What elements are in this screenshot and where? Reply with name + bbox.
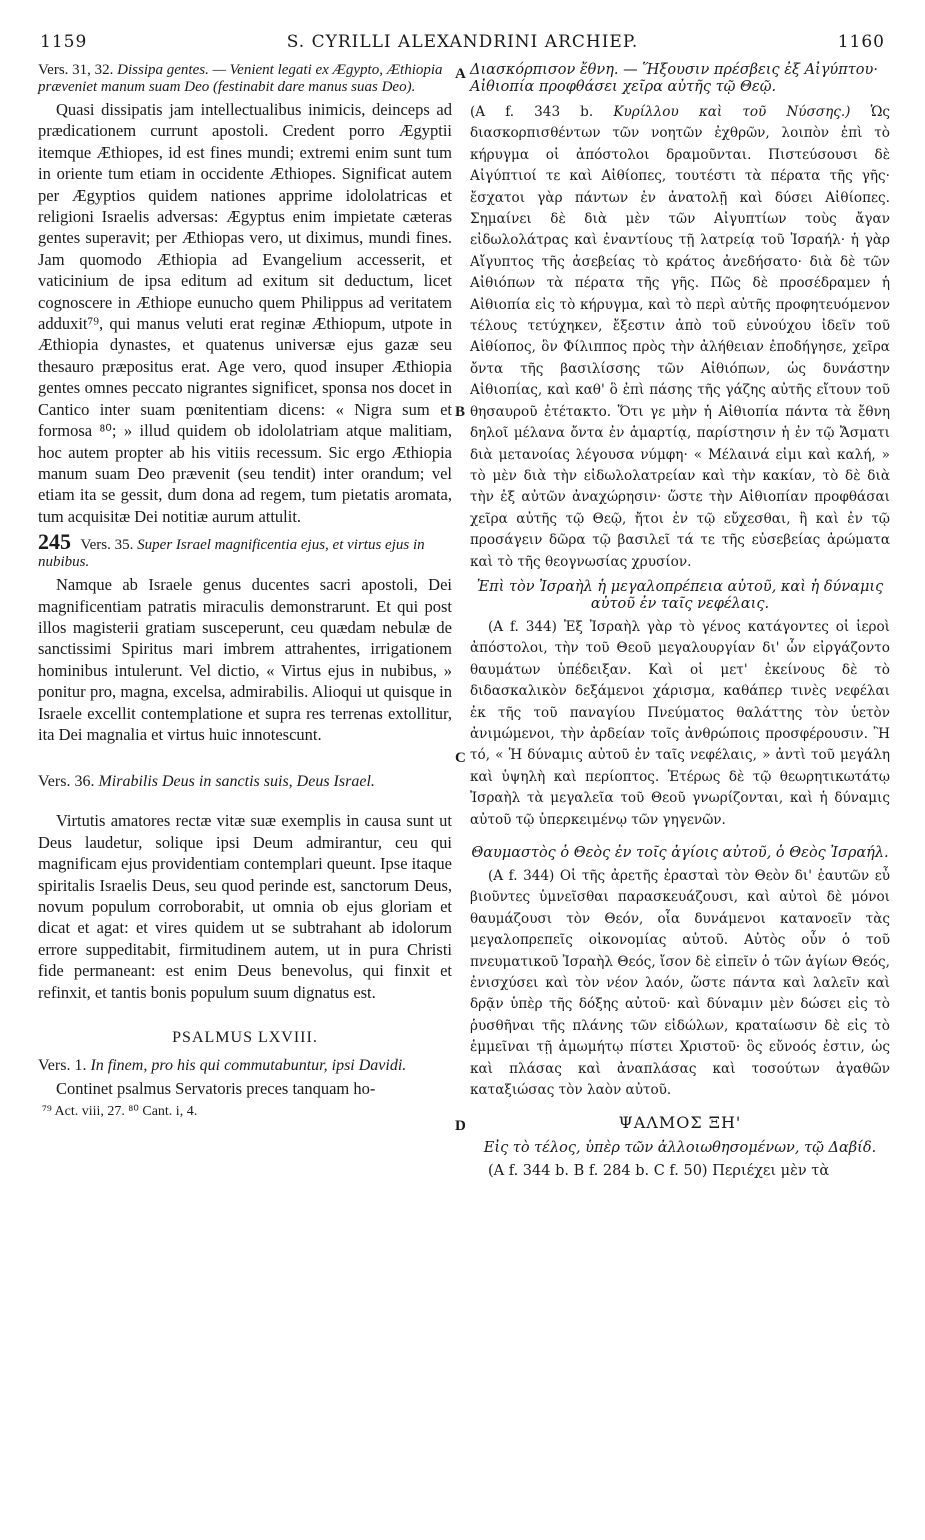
latin-verse-31 xyxy=(38,62,452,96)
latin-paragraph-4: Continet psalmus Servatoris preces tanquam ho- xyxy=(56,1079,376,1099)
margin-mark-a: A xyxy=(455,66,466,82)
greek-column xyxy=(470,62,890,1183)
latin-psalm-title: PSALMUS LXVIII. xyxy=(172,1029,318,1047)
latin-verse-35 xyxy=(38,529,452,571)
latin-verse-36 xyxy=(38,773,452,790)
latin-column xyxy=(38,62,452,1121)
paragraph-text: Ὡς διασκορπισθέντων τῶν νοητῶν ἐχθρῶν, λοιπὸν ἐπὶ τὸ κήρυγμα οἱ ἀπόστολοι δραμοῦνται. Πιστεύσουσι δὲ Αἰγύπτιοί τε καὶ Αἰθίοπες, τουτέστι τὰ πέρατα τῆς γῆς· ἔσχατοι γὰρ πάντων ἐν ἀνατολῇ καὶ δύσει Αἰθίοπες. Σημαίνει δὲ διὰ μὲν τῶν Αἰγυπτίων τοὺς ἄγαν εἰδωλολάτρας καὶ ἐναντίους τῇ λατρείᾳ τοῦ Ἰσραήλ· ἡ γὰρ Αἴγυπτος τῆς ἀσεβείας τὸ κράτος ἀνεδήσατο· διὰ δὲ τῶν Αἰθιόπων τὰ πέρατα τῆς γῆς. Πῶς δὲ προσέδραμεν ἡ Αἰθιοπία εἰς τὸ κήρυγμα, καὶ τὸ περὶ αὐτῆς προφητευόμενον τέλους τετύχηκεν, ἔξεστιν ἀπὸ τοῦ εὐνούχου ἰδεῖν τοῦ Αἰθίοπος, ὃν Φίλιππος πρὸς τὴν ἀλήθειαν ἐποδήγησε, χεῖρα ὄντα τῆς βασιλίσσης τῶν Αἰθιόπων, ὡς δυνάστην Αἰθιοπίας, καὶ καθ' ὃ ἐπὶ πάσης τῆς γάζης αὐτῆς εἴτουν τοῦ θησαυροῦ ἐτέτακτο. Ὅτι γε μὴν ἡ Αἰθιοπία πάντα τὰ ἔθνη δηλοῖ μέλανα ὄντα ἐν ἁμαρτίᾳ, παρίστησιν ἡ ἐν τῷ Ἄσματι διὰ μετανοίας λέγουσα νύμφη· « Μέλαινά εἰμι καὶ καλή, » τὸ μὲν διὰ τὴν εἰδωλολατρείαν καὶ τὴν κακίαν, τὸ δὲ διὰ τὴν ἐξ αὐτῶν ἀναχώρησιν· ὥστε τὴν Αἰθιοπίαν προφθάσαι χεῖρα αὐτῆς τῷ Θεῷ, ἤτοι ἐν τῷ εὔχεσθαι, ἢ καὶ ἐν τῷ προσάγειν δῶρα τῷ βασιλεῖ τά τε τῆς εὐσεβείας ἀρώματα καὶ τὸ τῆς θεογνωσίας χρυσίον. xyxy=(470,104,891,570)
greek-verse-35: Ἐπὶ τὸν Ἰσραὴλ ἡ μεγαλοπρέπεια αὐτοῦ, καὶ ἡ δύναμις αὐτοῦ ἐν ταῖς νεφέλαις. xyxy=(476,578,884,612)
page-number-left: 1159 xyxy=(40,32,88,52)
verse-label: Vers. 1. xyxy=(38,1057,87,1075)
greek-paragraph-3: (A f. 344) Οἱ τῆς ἀρετῆς ἐρασταὶ τὸν Θεὸν δι' ἑαυτῶν εὖ βιοῦντες ὑμνεῖσθαι παρασκευάζουσι, καὶ αὐτοὶ δὲ μόνοι θαυμάζουσι τὸν Θεόν, οἷα δυνάμενοι κατανοεῖν τὰς μεγαλοπρεπεῖς οἰκονομίας αὐτοῦ. Αὐτὸς οὖν ὁ τοῦ πνευματικοῦ Ἰσραὴλ Θεός, ἴσον δὲ εἰπεῖν ὁ τῶν ἁγίων Θεός, ἐνισχύσει καὶ τὸν νέον λαόν, ὥστε πάντα καὶ λαλεῖν καὶ δρᾷν ὑπὲρ τῆς δόξης αὐτοῦ· καὶ δύναμιν μὲν δώσει εἰς τὸ ῥυσθῆναι τῆς πλάνης τῶν εἰδώλων, κραταίωσιν δὲ εἰς τὸ ἐμμεῖναι τῇ ἀμωμήτῳ πίστει Χριστοῦ· ὃς εὔνοός ἐστιν, ὡς καὶ πλάσας καὶ ἀναπλάσας καὶ τοσούτων ἀγαθῶν καταξιώσας τὸν λαὸν αὐτοῦ. xyxy=(470,868,890,1099)
verse-label: Vers. 36. xyxy=(38,773,95,791)
verse-label: Vers. 31, 32. xyxy=(38,62,114,78)
author-attribution: Κυρίλλου καὶ τοῦ Νύσσης.) xyxy=(613,104,851,120)
running-title: S. CYRILLI ALEXANDRINI ARCHIEP. xyxy=(286,32,639,52)
greek-verse-31: Διασκόρπισον ἔθνη. — Ἥξουσιν πρέσβεις ἐξ Αἰγύπτου· Αἰθιοπία προφθάσει χεῖρα αὐτῆς τῷ Θεῷ. xyxy=(470,62,878,95)
margin-mark-b: B xyxy=(455,404,466,420)
greek-paragraph-1 xyxy=(470,102,890,573)
verse-text: In finem, pro his qui commutabuntur, ipsi Davidi. xyxy=(90,1057,407,1075)
greek-verse-36: Θαυμαστὸς ὁ Θεὸς ἐν τοῖς ἁγίοις αὐτοῦ, ὁ Θεὸς Ἰσραήλ. xyxy=(471,845,889,861)
verse-text: Dissipa gentes. — Venient legati ex Ægypto, Æthiopia præveniet manum suam Deo (festinabit dare manus suas Deo). xyxy=(38,62,443,95)
latin-paragraph-2: Namque ab Israele genus ducentes sacri apostoli, Dei magnificentiam patratis miraculis demonstrarunt. Et qui post illos magisterii gratiam susceperunt, ceu quædam nebulæ de sanctissimi Spiritus mari imbrem attrahentes, irrigationem hominibus intulerunt. Vel dictio, « Virtus ejus in nubibus, » ponitur pro, magna, excelsa, admirabilis. Alioqui ut quisque in Israele excellit contemplatione et supra res terrenas extollitur, ita Dei magnalia et virtus huic innotescunt. xyxy=(38,575,452,744)
verse-label: Vers. 35. xyxy=(80,537,134,554)
margin-mark-c: C xyxy=(455,750,466,766)
greek-paragraph-2: (A f. 344) Ἐξ Ἰσραὴλ γὰρ τὸ γένος κατάγοντες οἱ ἱεροὶ ἀπόστολοι, τὴν τοῦ Θεοῦ μεγαλουργίαν δι' ὧν εἰργάζοντο θαυμάτων ὑπέδειξαν. Καὶ οἱ μετ' ἐκείνους δὲ τὸ διδασκαλικὸν δεξάμενοι χάρισμα, καθάπερ τινὲς νεφέλαι ἐκ τῆς τοῦ παναγίου Πνεύματος θαλάττης τὸν ὑετὸν ἀνιμώμενοι, τὴν ἀρδείαν τοῖς ἀνθρώποις προσφέρουσιν. Ἢ τό, « Ἡ δύναμις αὐτοῦ ἐν ταῖς νεφέλαις, » ἀντὶ τοῦ μεγάλη καὶ ὑψηλὴ καὶ περίοπτος. Ἑτέρως δὲ τῷ θεωρητικωτάτῳ Ἰσραὴλ τὰ μεγαλεῖα τοῦ Θεοῦ γνωρίζονται, καὶ ἡ δύναμις αὐτοῦ τῷ ὑπερκειμένῳ τῶν γηγενῶν. xyxy=(470,618,890,828)
verse-text: Mirabilis Deus in sanctis suis, Deus Israel. xyxy=(98,773,375,791)
latin-paragraph-3: Virtutis amatores rectæ vitæ suæ exemplis in causa sunt ut Deus laudetur, solique ipsi Deum admirantur, ceu qui magnificam ejus providentiam contemplari queunt. Ipse itaque spiritalis Israelis Deus, seu quod perinde est, sanctorum Deus, novum populum corroborabit, ut omnia ob ejus gloriam et dicat et agat: et vires quidem ut se subtrahant ab idolorum errore suppeditabit, firmitudinem autem, ut in pura Christi fide permaneant: est enim Deus benevolus, qui finxit et refinxit, et tantis bonis populum suum dignatus est. xyxy=(38,811,452,1002)
running-header xyxy=(0,0,925,70)
greek-paragraph-4: (A f. 344 b. B f. 284 b. C f. 50) Περιέχει μὲν τὰ xyxy=(488,1163,830,1180)
latin-paragraph-1: Quasi dissipatis jam intellectualibus inimicis, deinceps ad prædicationem currunt apostoli. Credent porro Ægyptii itemque Æthiopes, id est fines mundi; extremi enim sunt tum in oriente tum etiam in occidente Æthiopes. Significat autem per Ægyptios quidem nationes apprime idololatricas et religioni Israelis adversas: Ægyptus enim impietate cæteras gentes superavit; per Æthiopas vero, ut diximus, mundi fines. Jam quomodo Æthiopia ad Evangelium accesserit, et vaticinium de ipsa editum ad exitum sit deductum, licet cognoscere in Æthiope eunucho quem Philippus ad veritatem adduxit⁷⁹, qui manus veluti erat reginæ Æthiopum, utpote in Æthiopia dynastes, et quatenus universæ ejus gazæ seu thesauro præpositus erat. Age vero, quod insuper Æthiopia gentes omnes peccato nigrantes significet, sponsa nos docet in Cantico inter suam pœnitentiam dicens: « Nigra sum et formosa ⁸⁰; » illud quidem ob idololatriam atque malitiam, hoc autem propter ab his vitiis recessum. Sic ergo Æthiopia manum suam Deo prævenit (seu tendit) inter orandum; vel etiam ita se gessit, dum dona ad regem, tum pietatis aromata, tum acquisitæ Dei notitiæ aurum attulit. xyxy=(38,100,452,526)
greek-verse-1: Εἰς τὸ τέλος, ὑπὲρ τῶν ἀλλοιωθησομένων, τῷ Δαβίδ. xyxy=(483,1140,877,1157)
verse-text: Super Israel magnificentia ejus, et virtus ejus in nubibus. xyxy=(38,537,425,571)
footnotes: ⁷⁹ Act. viii, 27. ⁸⁰ Cant. i, 4. xyxy=(42,1104,198,1120)
column-number: 245 xyxy=(38,529,71,555)
greek-psalm-title: ΨΑΛΜΟΣ ΞΗ' xyxy=(618,1113,742,1133)
margin-mark-d: D xyxy=(455,1118,466,1134)
manuscript-ref: (A f. 343 b. xyxy=(470,104,594,120)
latin-verse-1 xyxy=(38,1057,452,1074)
page-number-right: 1160 xyxy=(837,32,885,52)
